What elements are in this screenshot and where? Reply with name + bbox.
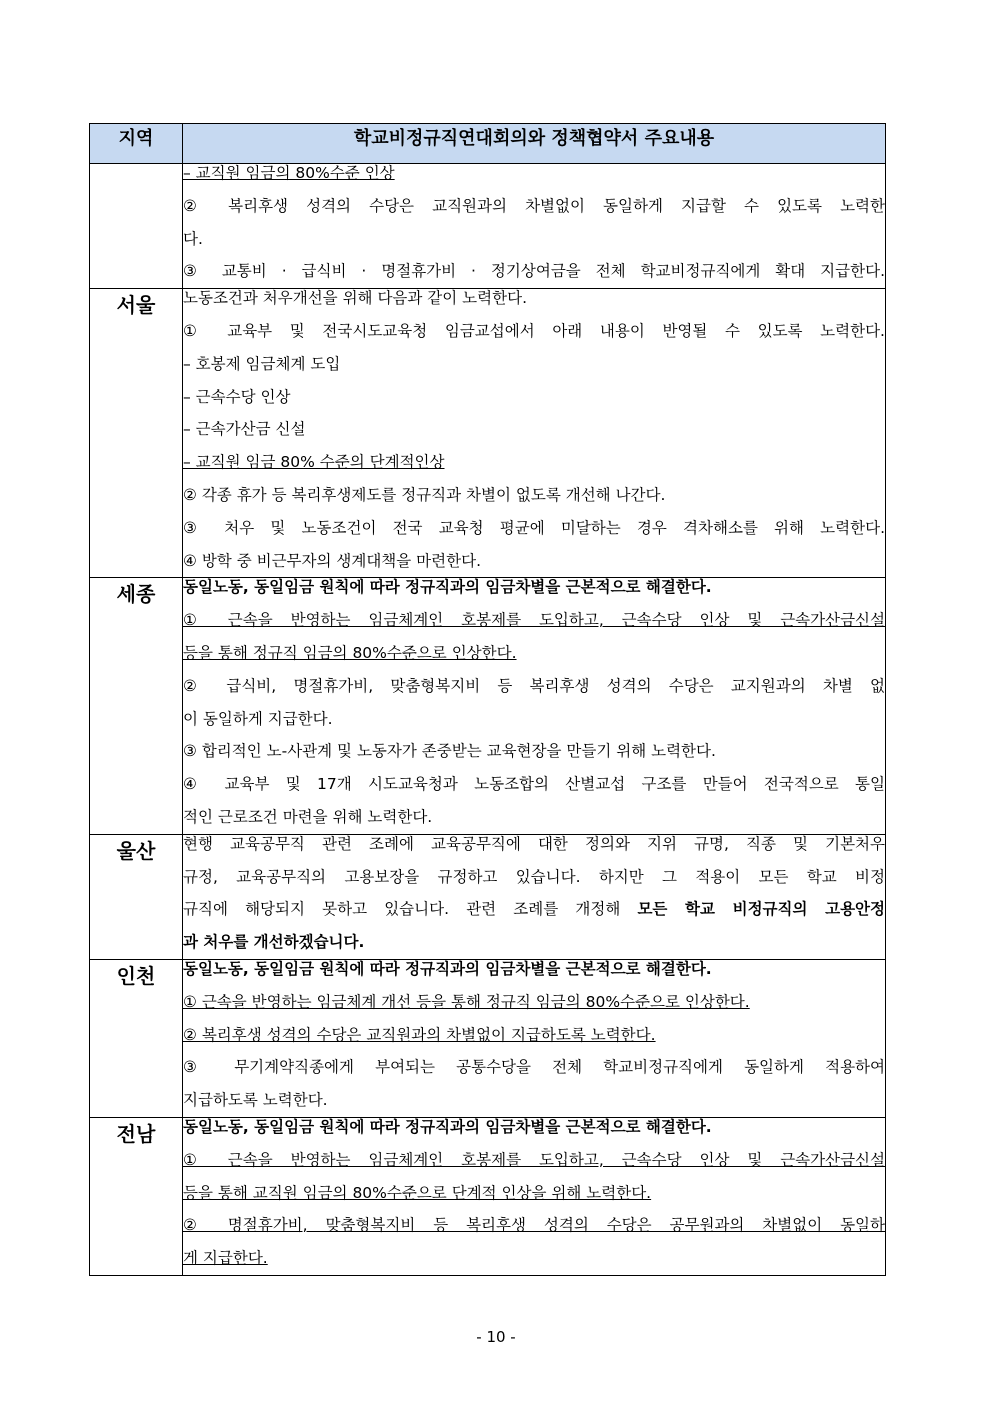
content-cell [183,578,886,834]
region-cell [90,164,183,289]
list-item: ② 명절휴가비, 맞춤형복지비 등 복리후생 성격의 수당은 공무원과의 차별없이 동일하 [183,1216,885,1235]
list-item: ② 급식비, 명절휴가비, 맞춤형복지비 등 복리후생 성격의 수당은 교지원과의 차별 없 [183,676,885,695]
table-row [90,959,886,1117]
list-item: – 근속가산금 신설 [183,420,306,439]
list-item: 과 처우를 개선하겠습니다. [183,933,365,952]
policy-agreement-table [89,123,886,1276]
table-row [90,834,886,959]
header-content: 학교비정규직연대회의와 정책협약서 주요내용 [183,124,886,164]
region-cell: 서울 [90,289,183,578]
list-item: 등을 통해 정규직 임금의 80%수준으로 인상한다. [183,643,517,662]
list-item: ② 각종 휴가 등 복리후생제도를 정규직과 차별이 없도록 개선해 나간다. [183,485,666,504]
list-item: – 교직원 임금의 80%수준 인상 [183,164,395,182]
content-cell [183,1117,886,1275]
page-number: - 10 - [476,1328,516,1346]
list-item: ① 근속을 반영하는 임금체계인 호봉제를 도입하고, 근속수당 인상 및 근속가산금신설 [183,611,885,630]
list-item: – 근속수당 인상 [183,387,291,406]
list-item: 노동조건과 처우개선을 위해 다음과 같이 노력한다. [183,289,527,308]
content-cell [183,164,886,289]
list-item: ② 복리후생 성격의 수당은 교직원과의 차별없이 지급하도록 노력한다. [183,1025,656,1044]
table-row [90,164,886,289]
table-row [90,578,886,834]
list-item: – 교직원 임금 80% 수준의 단계적인상 [183,453,445,472]
list-item: 규정, 교육공무직의 고용보장을 규정하고 있습니다. 하지만 그 적용이 모든 학교 비정 [183,867,885,886]
list-item: ① 근속을 반영하는 임금체계 개선 등을 통해 정규직 임금의 80%수준으로 인상한다. [183,992,750,1011]
list-item: ③ 합리적인 노-사관계 및 노동자가 존중받는 교육현장을 만들기 위해 노력한다. [183,742,716,761]
region-cell: 인천 [90,959,183,1117]
region-cell: 울산 [90,834,183,959]
list-item: 동일노동, 동일임금 원칙에 따라 정규직과의 임금차별을 근본적으로 해결한다. [183,959,712,978]
list-item: – 호봉제 임금체계 도입 [183,354,341,373]
region-cell: 전남 [90,1117,183,1275]
list-item: 현행 교육공무직 관련 조례에 교육공무직에 대한 정의와 지위 규명, 직종 및 기본처우 [183,834,885,853]
list-item: ③ 무기계약직종에게 부여되는 공통수당을 전체 학교비정규직에게 동일하게 적용하여 [183,1058,885,1077]
list-item: 규직에 해당되지 못하고 있습니다. 관련 조례를 개정해 모든 학교 비정규직의 고용안정 [183,900,885,919]
list-item: ④ 방학 중 비근무자의 생계대책을 마련한다. [183,551,481,570]
list-item: 게 지급한다. [183,1249,268,1268]
list-item: ① 교육부 및 전국시도교육청 임금교섭에서 아래 내용이 반영될 수 있도록 노력한다. [183,321,885,340]
region-cell: 세종 [90,578,183,834]
content-cell [183,959,886,1117]
content-cell [183,834,886,959]
list-item: ④ 교육부 및 17개 시도교육청과 노동조합의 산별교섭 구조를 만들어 전국적으로 통일 [183,775,885,794]
list-item: 동일노동, 동일임금 원칙에 따라 정규직과의 임금차별을 근본적으로 해결한다. [183,578,712,597]
list-item: ③ 처우 및 노동조건이 전국 교육청 평균에 미달하는 경우 격차해소를 위해 노력한다. [183,518,885,537]
list-item: ③ 교통비 · 급식비 · 명절휴가비 · 정기상여금을 전체 학교비정규직에게 확대 지급한다. [183,262,885,281]
list-item: 동일노동, 동일임금 원칙에 따라 정규직과의 임금차별을 근본적으로 해결한다. [183,1117,712,1136]
list-item: ① 근속을 반영하는 임금체계인 호봉제를 도입하고, 근속수당 인상 및 근속가산금신설 [183,1150,885,1169]
header-region: 지역 [90,124,183,164]
list-item: 다. [183,229,203,248]
list-item: 지급하도록 노력한다. [183,1091,328,1110]
table-row [90,1117,886,1275]
content-cell [183,289,886,578]
list-item: 등을 통해 교직원 임금의 80%수준으로 단계적 인상을 위해 노력한다. [183,1183,652,1202]
list-item: ② 복리후생 성격의 수당은 교직원과의 차별없이 동일하게 지급할 수 있도록 노력한 [183,196,885,215]
table-row [90,289,886,578]
list-item: 이 동일하게 지급한다. [183,709,333,728]
list-item: 적인 근로조건 마련을 위해 노력한다. [183,807,433,826]
